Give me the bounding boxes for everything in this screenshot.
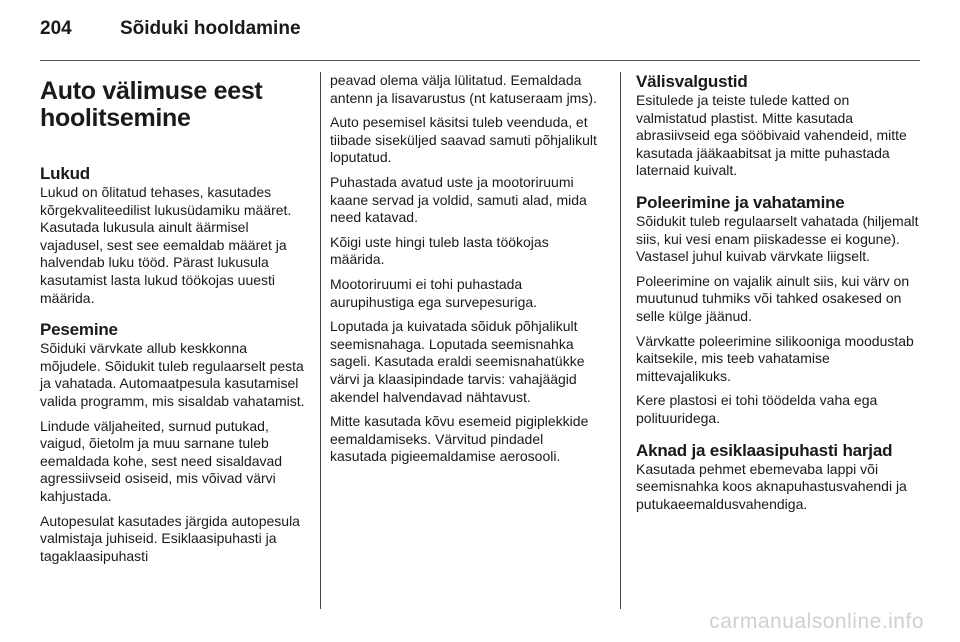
heading-pesemine: Pesemine <box>40 320 118 340</box>
paragraph: Puhastada avatud uste ja mootoriruumi kaane servad ja voldid, samuti alad, mida need katavad. <box>330 173 587 226</box>
watermark: carmanualsonline.info <box>709 610 924 633</box>
column-3 <box>636 72 922 520</box>
section-title: Sõiduki hooldamine <box>120 18 301 39</box>
paragraph: Lindude väljaheited, surnud putukad, vaigud, õietolm ja muu sarnane tuleb eemaldada kohe, sest need sisaldavad agressiivseid osiseid, mis võivad värvi kahjustada. <box>40 417 283 504</box>
heading-poleerimine: Poleerimine ja vahatamine <box>636 192 845 212</box>
paragraph: Sõiduki värvkate allub keskkonna mõjudele. Sõidukit tuleb regulaarselt pesta ja vahatada. Automaatpesula kasutamisel valida programm, mis sisaldab vahatamist. <box>40 340 305 409</box>
paragraph: Poleerimine on vajalik ainult siis, kui värv on muutunud tuhmiks või tahked osakesed on selle külge jäänud. <box>636 272 910 324</box>
running-header <box>40 18 301 46</box>
paragraph: Sõidukit tuleb regulaarselt vahatada (hiljemalt siis, kui vesi enam piiskadesse ei kogune). Vastasel juhul kuivab värvkate liigselt. <box>636 212 919 265</box>
column-divider-2 <box>620 72 621 609</box>
page-number: 204 <box>40 18 72 39</box>
paragraph: Lukud on õlitatud tehases, kasutades kõrgekvaliteedilist lukusüdamiku määret. Kasutada lukusula ainult äärmisel vajadusel, sest see eemaldab määret ja halvendab luku tööd. Pärast lukusula kasutamist lasta lukud töökojas uuesti määrida. <box>40 184 292 306</box>
column-divider-1 <box>320 72 321 609</box>
heading-aknad: Aknad ja esiklaasipuhasti harjad <box>636 440 893 460</box>
paragraph: Autopesulat kasutades järgida autopesula valmistaja juhiseid. Esiklaasipuhasti ja tagaklaasipuhasti <box>40 512 300 564</box>
paragraph: Auto pesemisel käsitsi tuleb veenduda, et tiibade siseküljed saavad samuti põhjalikult loputatud. <box>330 114 597 166</box>
paragraph: Mootoriruumi ei tohi puhastada aurupihustiga ega survepesuriga. <box>330 275 538 310</box>
paragraph: Kasutada pehmet ebemevaba lappi või seemisnahka koos aknapuhastusvahendi ja putukaeemaldusvahendiga. <box>636 460 907 512</box>
paragraph: Kõigi uste hingi tuleb lasta töökojas määrida. <box>330 233 549 268</box>
main-heading: Auto välimuse eest hoolitsemine <box>40 77 263 132</box>
paragraph: Kere plastosi ei tohi töödelda vaha ega polituuridega. <box>636 392 878 426</box>
column-2 <box>330 72 602 473</box>
paragraph: Esitulede ja teiste tulede katted on valmistatud plastist. Mitte kasutada abrasiivseid ega sööbivaid vahendeid, mitte kasutada jääkaabitsat ja mitte puhastada laternaid kuivalt. <box>636 92 907 179</box>
heading-valisvalgustid: Välisvalgustid <box>636 72 748 91</box>
paragraph: Loputada ja kuivatada sõiduk põhjalikult seemisnahaga. Loputada seemisnahka sageli. Kasutada eraldi seemisnahatükke värvi ja klaasipindade tarvis: vahajäägid akendel halvendavad nähtavust. <box>330 318 585 405</box>
heading-lukud: Lukud <box>40 164 90 183</box>
paragraph: Värvkatte poleerimine silikooniga moodustab kaitsekile, mis teeb vahatamise mittevajalikuks. <box>636 332 914 384</box>
paragraph: peavad olema välja lülitatud. Eemaldada antenn ja lisavarustus (nt katuseraam jms). <box>330 72 597 106</box>
paragraph: Mitte kasutada kõvu esemeid pigiplekkide eemaldamiseks. Värvitud pindadel kasutada pigieemaldamise aerosooli. <box>330 413 589 465</box>
column-1 <box>40 72 308 572</box>
header-rule <box>40 60 920 61</box>
